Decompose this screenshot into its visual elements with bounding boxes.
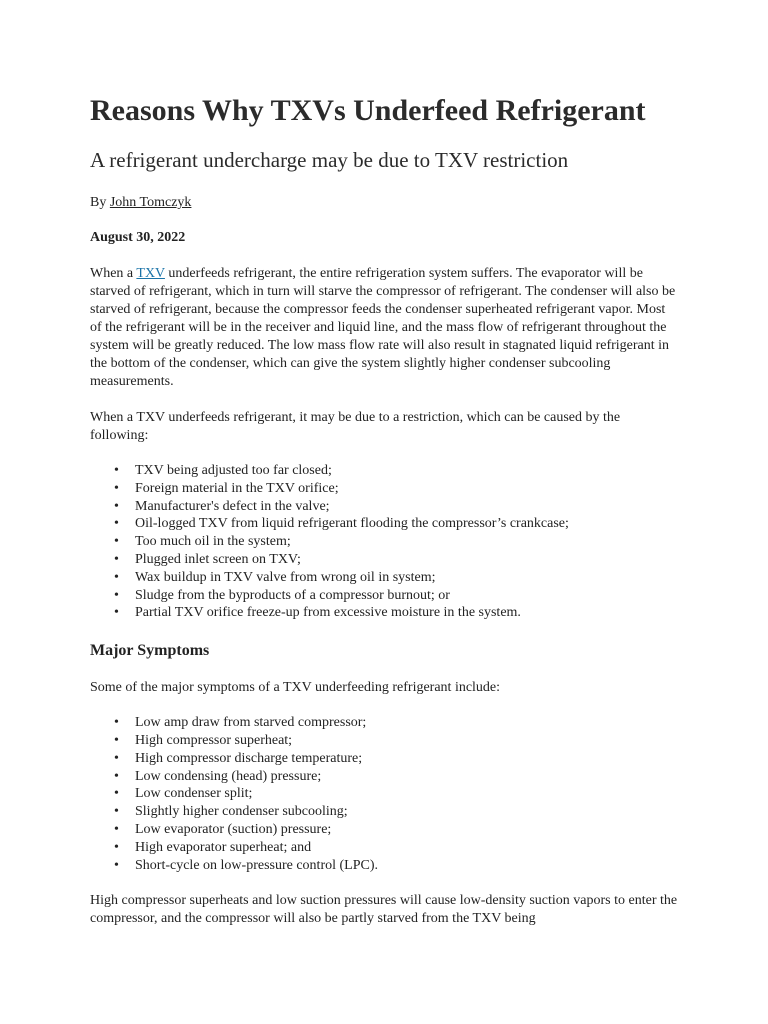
symptoms-heading: Major Symptoms — [90, 642, 210, 660]
symptoms-list — [90, 714, 678, 874]
list-item: • TXV being adjusted too far closed; — [135, 462, 678, 480]
list-item: • High evaporator superheat; and — [135, 839, 678, 857]
closing-paragraph: High compressor superheats and low suction pressures will cause low-density suction vapors to enter the compressor, and the compressor will also be partly starved from the TXV being — [90, 893, 678, 927]
list-item: • Sludge from the byproducts of a compressor burnout; or — [135, 587, 678, 605]
list-item: • High compressor superheat; — [135, 732, 678, 750]
symptoms-intro-paragraph: Some of the major symptoms of a TXV underfeeding refrigerant include: — [90, 680, 501, 696]
list-item: • Low amp draw from starved compressor; — [135, 714, 678, 732]
restriction-intro-paragraph: When a TXV underfeeds refrigerant, it may be due to a restriction, which can be caused by the following: — [90, 410, 621, 443]
list-item: • Slightly higher condenser subcooling; — [135, 803, 678, 821]
article-title: Reasons Why TXVs Underfeed Refrigerant — [90, 94, 646, 127]
list-item: • Short-cycle on low-pressure control (LPC). — [135, 857, 678, 875]
list-item: • Low condenser split; — [135, 785, 678, 803]
list-item: • Low evaporator (suction) pressure; — [135, 821, 678, 839]
article-subtitle: A refrigerant undercharge may be due to TXV restriction — [90, 148, 569, 172]
byline — [90, 194, 678, 212]
intro-before-link: When a — [90, 266, 137, 281]
txv-link[interactable]: TXV — [136, 266, 165, 281]
list-item: • Plugged inlet screen on TXV; — [135, 551, 678, 569]
author-link[interactable]: John Tomczyk — [109, 195, 192, 210]
restriction-causes-list — [90, 462, 678, 622]
list-item: • Manufacturer's defect in the valve; — [135, 498, 678, 516]
list-item: • Wax buildup in TXV valve from wrong oil in system; — [135, 569, 678, 587]
publish-date: August 30, 2022 — [90, 230, 186, 245]
list-item: • Oil-logged TXV from liquid refrigerant flooding the compressor’s crankcase; — [135, 515, 678, 533]
list-item: • Low condensing (head) pressure; — [135, 768, 678, 786]
intro-after-link: underfeeds refrigerant, the entire refrigeration system suffers. The evaporator will be starved of refrigerant, which in turn will starve the compressor of refrigerant. The condenser will also be starved of refrigerant, because the compressor feeds the condenser superheated refrigerant vapor. Most of the refrigerant will be in the receiver and liquid line, and the mass flow of refrigerant throughout the system will be greatly reduced. The low mass flow rate will also result in stagnated liquid refrigerant in the bottom of the condenser, which can give the system slightly higher condenser subcooling measurements. — [90, 266, 676, 389]
intro-paragraph — [90, 265, 678, 391]
list-item: • Too much oil in the system; — [135, 533, 678, 551]
byline-prefix: By — [90, 195, 110, 210]
list-item: • High compressor discharge temperature; — [135, 750, 678, 768]
list-item: • Partial TXV orifice freeze-up from excessive moisture in the system. — [135, 604, 678, 622]
list-item: • Foreign material in the TXV orifice; — [135, 480, 678, 498]
